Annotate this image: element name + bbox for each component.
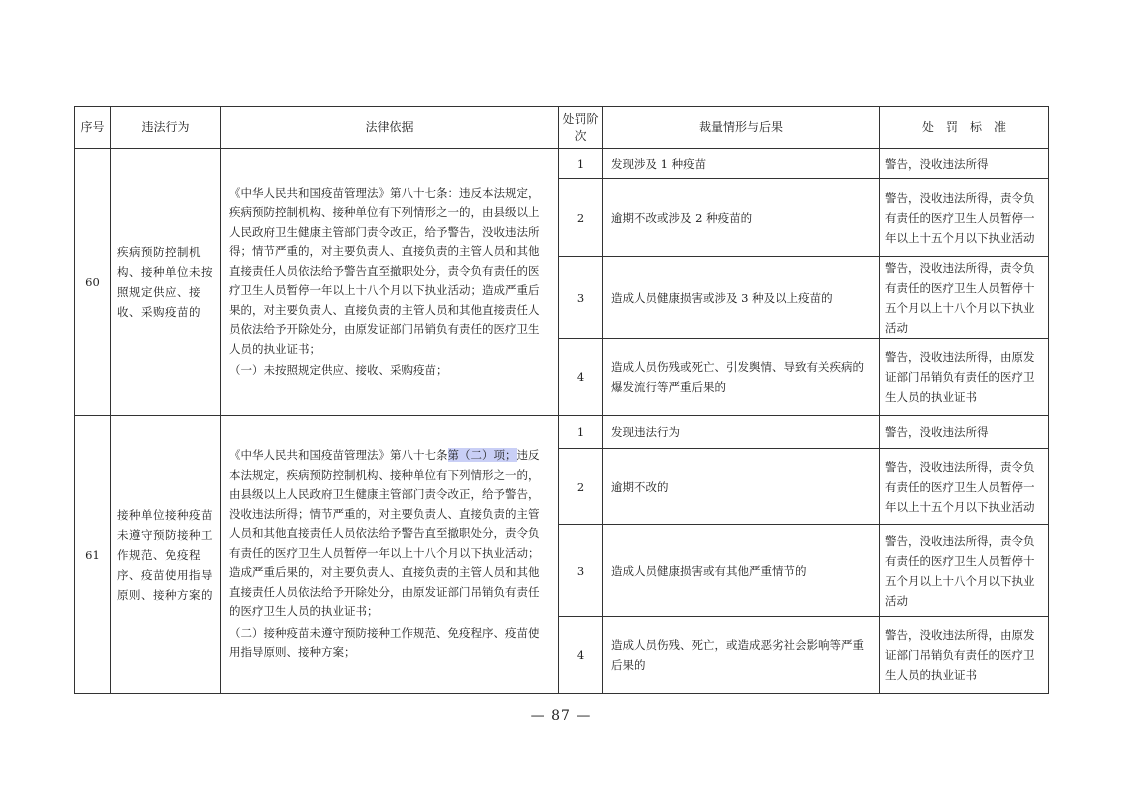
circumstance-cell: 发现涉及 1 种疫苗 [603,149,880,179]
highlighted-text[interactable]: 第（二）项； [447,448,517,463]
page-number: — 87 — [530,708,592,724]
circumstance-cell: 造成人员健康损害或涉及 3 种及以上疫苗的 [603,257,880,339]
header-circ: 裁量情形与后果 [603,107,880,149]
row-number: 61 [75,416,111,694]
circumstance-cell: 造成人员伤残、死亡，或造成恶劣社会影响等严重后果的 [603,617,880,694]
circumstance-cell: 造成人员健康损害或有其他严重情节的 [603,525,880,617]
circumstance-cell: 发现违法行为 [603,416,880,449]
step-cell: 1 [559,149,603,179]
header-step: 处罚阶次 [559,107,603,149]
standard-cell: 警告，没收违法所得，由原发证部门吊销负有责任的医疗卫生人员的执业证书 [880,339,1049,416]
penalty-table [74,106,1049,694]
standard-cell: 警告，没收违法所得 [880,149,1049,179]
circumstance-cell: 逾期不改的 [603,449,880,525]
standard-cell: 警告，没收违法所得，责令负有责任的医疗卫生人员暂停一年以上十五个月以下执业活动 [880,179,1049,257]
table-row [75,149,1049,179]
step-cell: 3 [559,257,603,339]
standard-cell: 警告，没收违法所得，责令负有责任的医疗卫生人员暂停一年以上十五个月以下执业活动 [880,449,1049,525]
step-cell: 1 [559,416,603,449]
step-cell: 4 [559,617,603,694]
header-no: 序号 [75,107,111,149]
violation-cell: 疾病预防控制机构、接种单位未按照规定供应、接收、采购疫苗的 [111,149,221,416]
header-act: 违法行为 [111,107,221,149]
standard-cell: 警告，没收违法所得，责令负有责任的医疗卫生人员暂停十五个月以上十八个月以下执业活动 [880,525,1049,617]
step-cell: 4 [559,339,603,416]
violation-cell: 接种单位接种疫苗未遵守预防接种工作规范、免疫程序、疫苗使用指导原则、接种方案的 [111,416,221,694]
standard-cell: 警告，没收违法所得 [880,416,1049,449]
standard-cell: 警告，没收违法所得，责令负有责任的医疗卫生人员暂停十五个月以上十八个月以下执业活动 [880,257,1049,339]
header-row [75,107,1049,149]
standard-cell: 警告，没收违法所得，由原发证部门吊销负有责任的医疗卫生人员的执业证书 [880,617,1049,694]
step-cell: 2 [559,449,603,525]
legal-basis-text: 《中华人民共和国疫苗管理法》第八十七条：违反本法规定，疾病预防控制机构、接种单位有下列情形之一的，由县级以上人民政府卫生健康主管部门责令改正，给予警告，没收违法所得；情节严重的，对主要负责人、直接负责的主管人员和其他直接责任人员依法给予警告直至撤职处分，责令负有责任的医疗卫生人员暂停一年以上十八个月以下执业活动；造成严重后果的，对主要负责人、直接负责的主管人员和其他直接责任人员依法给予开除处分，由原发证部门吊销负有责任的医疗卫生人员的执业证书； [229,185,540,356]
step-cell: 3 [559,525,603,617]
circumstance-cell: 逾期不改或涉及 2 种疫苗的 [603,179,880,257]
legal-basis-cell [221,149,559,416]
header-basis: 法律依据 [221,107,559,149]
legal-basis-text-start: 《中华人民共和国疫苗管理法》第八十七条 [229,448,448,463]
legal-basis-cell [221,416,559,694]
legal-basis-item: （一）未按照规定供应、接收、采购疫苗； [229,363,448,377]
circumstance-cell: 造成人员伤残或死亡、引发舆情、导致有关疾病的爆发流行等严重后果的 [603,339,880,416]
header-std: 处 罚 标 准 [880,107,1049,149]
legal-basis-text-rest: 违反本法规定，疾病预防控制机构、接种单位有下列情形之一的，由县级以上人民政府卫生健康主管部门责令改正，给予警告，没收违法所得；情节严重的，对主要负责人、直接负责的主管人员和其他直接责任人员依法给予警告直至撤职处分，责令负有责任的医疗卫生人员暂停一年以上十八个月以下执业活动；造成严重后果的，对主要负责人、直接负责的主管人员和其他直接责任人员依法给予开除处分，由原发证部门吊销负有责任的医疗卫生人员的执业证书； [229,448,540,619]
row-number: 60 [75,149,111,416]
table-row [75,416,1049,449]
step-cell: 2 [559,179,603,257]
legal-basis-item: （二）接种疫苗未遵守预防接种工作规范、免疫程序、疫苗使用指导原则、接种方案； [229,625,540,660]
